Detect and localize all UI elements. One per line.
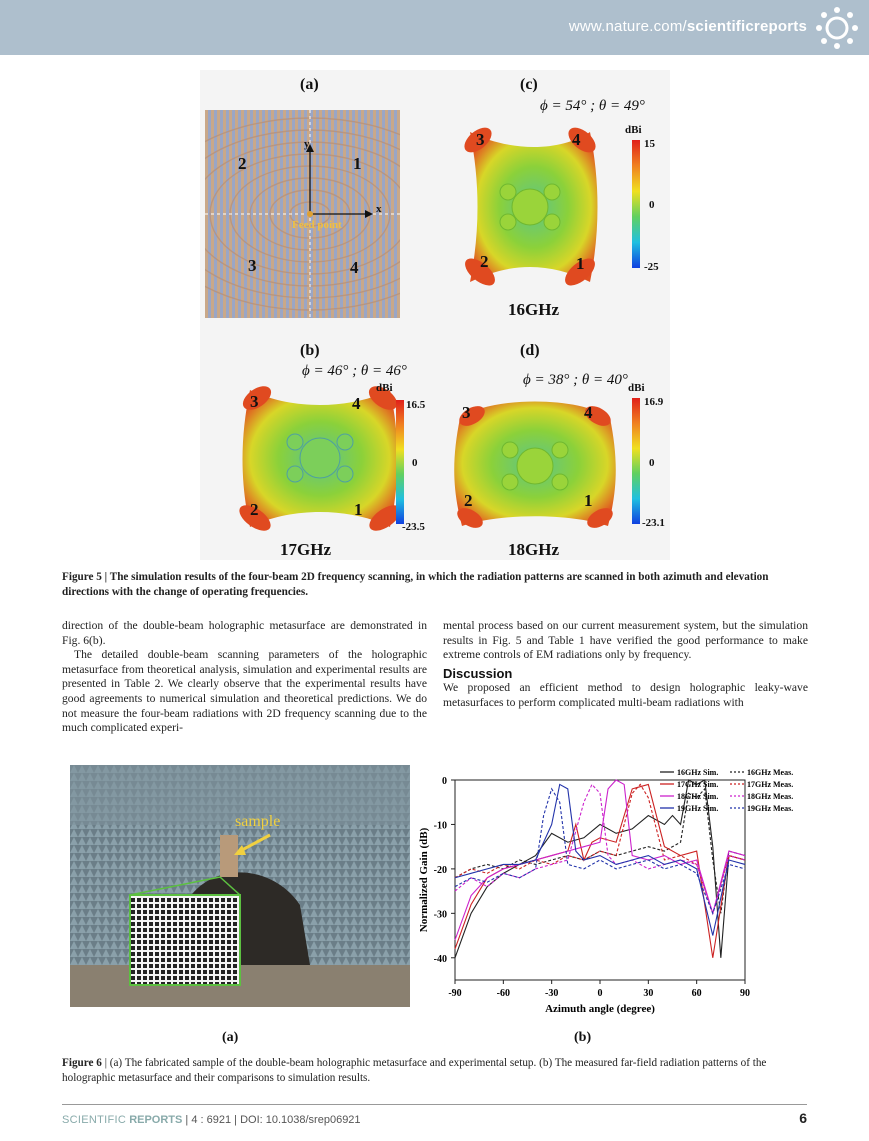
legend-entry: 17GHz Meas. — [747, 780, 794, 789]
sample-label: sample — [235, 813, 281, 830]
right-column — [443, 619, 808, 711]
x-tick-label: 30 — [643, 988, 654, 999]
x-tick-label: -60 — [496, 988, 511, 999]
x-tick-label: 0 — [597, 988, 603, 999]
discussion-heading: Discussion — [443, 665, 513, 681]
colorbar-16ghz — [632, 140, 640, 268]
panel-b-angle: ϕ = 46° ; θ = 46° — [302, 363, 407, 379]
panel-b-label: (b) — [300, 342, 320, 359]
figure-6-caption-label: Figure 6 — [62, 1057, 102, 1069]
y-tick-label: -40 — [433, 953, 447, 965]
x-tick-label: -30 — [544, 988, 559, 999]
freq-label-17ghz: 17GHz — [280, 540, 331, 559]
y-tick-label: -10 — [433, 820, 447, 832]
colorbar-max-17ghz: 16.5 — [406, 399, 426, 411]
colorbar-min-16ghz: -25 — [644, 261, 659, 273]
figure-6-caption-text: | (a) The fabricated sample of the double-beam holographic metasurface and experimental setup. (b) The measured far-field radiation patterns of the holographic metasurface and their comparisons to simulation results. — [62, 1057, 767, 1084]
y-tick-label: 0 — [442, 776, 447, 787]
beam-3-label-18ghz: 3 — [462, 403, 471, 422]
legend-entry: 18GHz Sim. — [677, 792, 719, 801]
beam-2-label-17ghz: 2 — [250, 500, 259, 519]
radiation-pattern-17ghz — [235, 382, 405, 532]
colorbar-mid-17ghz: 0 — [412, 457, 418, 469]
colorbar-max-18ghz: 16.9 — [644, 396, 664, 408]
y-tick-label: -30 — [433, 909, 447, 921]
anechoic-chamber-image — [70, 765, 410, 1007]
journal-name-a: SCIENTIFIC — [62, 1114, 127, 1126]
beam-2-label-18ghz: 2 — [464, 491, 473, 510]
beam-1-label-17ghz: 1 — [354, 500, 363, 519]
panel-c-label: (c) — [520, 76, 538, 93]
beam-2-label-16ghz: 2 — [480, 252, 489, 271]
panel-c-angle: ϕ = 54° ; θ = 49° — [540, 98, 645, 114]
figure-6b-chart — [415, 760, 810, 1025]
beam-1-label-16ghz: 1 — [576, 254, 585, 273]
left-column — [62, 619, 427, 736]
colorbar-mid-16ghz: 0 — [649, 199, 655, 211]
figure-6-caption — [62, 1056, 807, 1086]
panel-d-label: (d) — [520, 342, 540, 359]
colorbar-unit-18ghz: dBi — [628, 382, 645, 394]
right-paragraph-2: We proposed an efficient method to design holographic leaky-wave metasurfaces to perform complicated multi-beam radiations with — [443, 681, 808, 709]
axis-y-label: y — [304, 138, 310, 150]
radiation-pattern-18ghz — [450, 388, 620, 533]
journal-header — [0, 0, 869, 55]
axis-x-label: x — [376, 203, 382, 215]
footer-rule — [62, 1104, 807, 1105]
x-tick-label: -90 — [448, 988, 462, 999]
legend-entry: 19GHz Sim. — [677, 804, 719, 813]
beam-4-label-18ghz: 4 — [584, 403, 593, 422]
figure-5 — [200, 70, 670, 560]
colorbar-18ghz — [632, 398, 640, 524]
figure-6a-label: (a) — [222, 1030, 239, 1045]
url-prefix: www.nature.com/ — [568, 18, 687, 35]
beam-3-label-16ghz: 3 — [476, 130, 485, 149]
colorbar-17ghz — [396, 400, 404, 524]
figure-5-caption — [62, 570, 807, 600]
url-bold: scientificreports — [686, 18, 807, 35]
colorbar-unit-17ghz: dBi — [376, 382, 393, 394]
legend-entry: 16GHz Meas. — [747, 768, 794, 777]
radiation-pattern-chart — [415, 760, 810, 1025]
quadrant-3-label: 3 — [248, 256, 257, 275]
feed-point-label: Feed point — [292, 219, 342, 231]
colorbar-max-16ghz: 15 — [644, 138, 655, 150]
beam-3-label-17ghz: 3 — [250, 392, 259, 411]
beam-4-label-17ghz: 4 — [352, 394, 361, 413]
figure-6a-photo — [70, 765, 410, 1007]
figure-5-caption-text: Figure 5 | The simulation results of the four-beam 2D frequency scanning, in which the radiation patterns are scanned in both azimuth and elevation directions with the change of operating frequencies. — [62, 571, 769, 598]
journal-name-b: REPORTS — [129, 1114, 183, 1126]
right-paragraph-1: mental process based on our current measurement system, but the simulation results in Fig. 5 and Table 1 have verified the good performance to make extreme controls of EM radiations only by frequency. — [443, 619, 808, 662]
legend-entry: 19GHz Meas. — [747, 804, 794, 813]
legend-entry: 16GHz Sim. — [677, 768, 719, 777]
scientific-reports-logo-icon — [815, 6, 859, 50]
colorbar-min-18ghz: -23.1 — [642, 517, 665, 529]
quadrant-4-label: 4 — [350, 258, 359, 277]
colorbar-unit-16ghz: dBi — [625, 124, 642, 136]
x-tick-label: 60 — [691, 988, 702, 999]
beam-4-label-16ghz: 4 — [572, 130, 581, 149]
quadrant-1-label: 1 — [353, 154, 362, 173]
panel-d-angle: ϕ = 38° ; θ = 40° — [523, 372, 628, 388]
quadrant-2-label: 2 — [238, 154, 247, 173]
y-tick-label: -20 — [433, 864, 447, 876]
figure-6b-label: (b) — [574, 1030, 592, 1045]
y-axis-label: Normalized Gain (dB) — [418, 827, 430, 933]
freq-label-18ghz: 18GHz — [508, 540, 559, 559]
page-number: 6 — [799, 1110, 807, 1126]
x-tick-label: 90 — [740, 988, 750, 999]
legend-entry: 17GHz Sim. — [677, 780, 719, 789]
colorbar-min-17ghz: -23.5 — [402, 521, 425, 533]
colorbar-mid-18ghz: 0 — [649, 457, 655, 469]
beam-1-label-18ghz: 1 — [584, 491, 593, 510]
x-axis-label: Azimuth angle (degree) — [545, 1003, 655, 1015]
legend-entry: 18GHz Meas. — [747, 792, 794, 801]
citation-text: | 4 : 6921 | DOI: 10.1038/srep06921 — [182, 1114, 361, 1126]
holographic-surface-image — [205, 110, 400, 318]
page-footer — [62, 1114, 361, 1126]
panel-a-label: (a) — [300, 76, 319, 93]
left-paragraph-2: The detailed double-beam scanning parameters of the holographic metasurface from theoretical analysis, simulation and experimental results are presented in Table 2. We clearly observe that the experimental results have good agreements to numerical simulation and theoretical predictions. We do not measure the four-beam radiations with 2D frequency scanning due to the much complicated experi- — [62, 648, 427, 735]
journal-url[interactable] — [569, 18, 807, 35]
freq-label-16ghz: 16GHz — [508, 300, 559, 319]
left-paragraph-1: direction of the double-beam holographic metasurface are demonstrated in Fig. 6(b). — [62, 619, 427, 647]
